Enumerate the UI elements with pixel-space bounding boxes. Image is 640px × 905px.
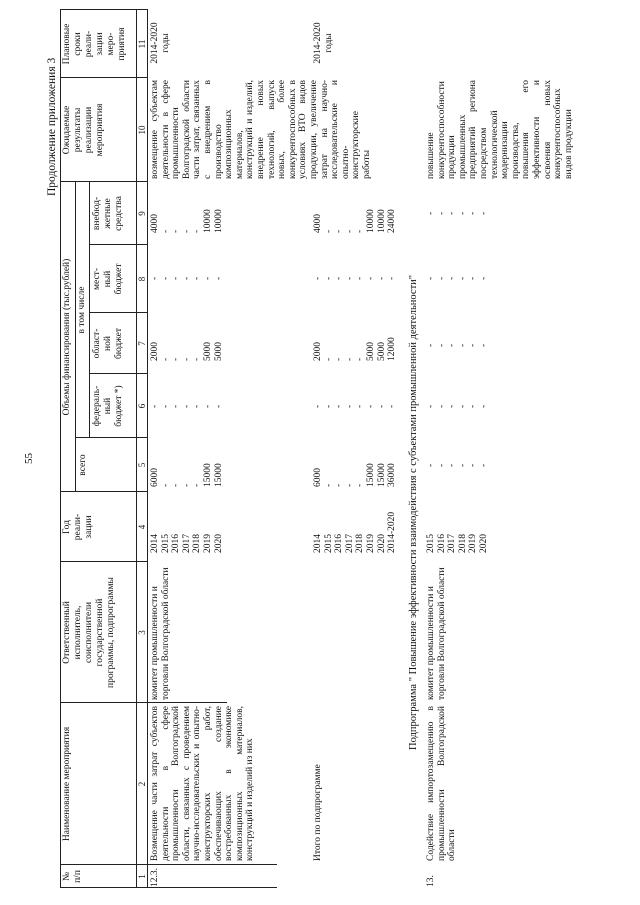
colnum-7: 7 [137, 341, 147, 346]
header-year: Год реали- зации [62, 513, 94, 541]
header-regional: област- ной бюджет [92, 327, 124, 360]
row-12-3-deadline: 2014-2020 годы [150, 22, 171, 64]
subtotal-total: 6000 - - - - 15000 15000 36000 [313, 463, 398, 487]
page-number: 55 [23, 453, 35, 464]
body-divider-2 [147, 864, 277, 865]
header-financing: Объемы финансирования (тыс.рублей) [62, 258, 72, 416]
colnum-5: 5 [137, 462, 147, 468]
colnum-1: 1 [137, 874, 147, 879]
incl-divider [89, 182, 90, 438]
header-responsible: Ответственный исполнитель, соисполнители государственной программы, подпрограммы [62, 577, 116, 688]
colnum-6: 6 [137, 403, 147, 409]
header-no: № п/п [62, 870, 83, 883]
subtotal-years: 2014 2015 2016 2017 2018 2019 2020 2014-2020 [313, 511, 398, 553]
subtotal-regional: 2000 - - - - 5000 5000 12000 [313, 337, 398, 361]
body-divider-1 [147, 887, 277, 888]
row-12-3-total: 6000 - - - - 15000 15000 [150, 463, 224, 487]
colnum-3: 3 [137, 630, 147, 635]
row-12-3-regional: 2000 - - - - 5000 5000 [150, 342, 224, 361]
row-12-3-number: 12.3. [150, 868, 160, 887]
continuation-note: Продолжение приложения 3 [46, 57, 58, 196]
row-12-3-name: Возмещение части затрат субъектов деятельности в сфере промышленности Волгоградской области, связанных с проведением научно-исследовательских и опытно-конструкторских работ, обеспечивающих создание востребованных в экономике композиционных материалов, конструкций и изделий из них [150, 706, 256, 861]
row-13-offbudget: - - - - - - [426, 211, 489, 215]
row-13-local: - - - - - - [426, 276, 489, 280]
row-12-3-responsible: комитет промышленности и торговли Волгоградской области [150, 567, 171, 700]
row-12-3-years: 2014 2015 2016 2017 2018 2019 2020 [150, 534, 224, 553]
subprogram-title: Подпрограмма " Повышение эффективности взаимодействия с субъектами промышленной деятельности" [408, 274, 419, 750]
row-13-number: 13. [426, 875, 436, 887]
colnum-2: 2 [137, 781, 147, 787]
header-name: Наименование мероприятия [62, 726, 72, 842]
subtotal-local: - - - - - - - - [313, 276, 398, 280]
row-12-3-offbudget: 4000 - - - - 10000 10000 [150, 209, 224, 233]
subtotal-label: Итого по подпрограмме [313, 764, 323, 861]
subtotal-federal: - - - - - - - - [313, 404, 398, 408]
row-12-3-expected: возмещение субъектам деятельности в сфере промышленности Волгоградской области части затрат, связанных с внедрением в производство композиционных материалов, конструкций и изделий, внедрение новых технологий, выпуск новых, более конкурентоспособных в условиях ВТО видов продукции, увеличение затрат на научно-исследовательские и опытно-конструкторские работы [150, 80, 372, 179]
header-deadline: Плановые сроки реали- зации меро- приятия [62, 23, 127, 65]
row-13-federal: - - - - - - [426, 404, 489, 408]
header-incl: в том числе [77, 286, 87, 334]
financing-divider [75, 182, 76, 492]
colnum-4: 4 [137, 524, 147, 530]
header-offbudget: внебюд- жетные средства [92, 196, 124, 231]
colnum-11: 11 [137, 39, 147, 49]
colnum-bottom-border [147, 9, 148, 888]
header-local: мест- ный бюджет [92, 263, 124, 295]
colnum-10: 10 [137, 125, 147, 135]
header-federal: федераль- ный бюджет *) [92, 385, 124, 427]
row-13-regional: - - - - - - [426, 343, 489, 347]
colnum-9: 9 [137, 211, 147, 216]
table-top-border [60, 9, 61, 888]
body-divider-3 [147, 702, 227, 703]
subtotal-offbudget: 4000 - - - - 10000 10000 24000 [313, 209, 398, 233]
row-12-3-local: - - - - - - - [150, 276, 224, 280]
colnum-8: 8 [137, 276, 147, 282]
row-13-total: - - - - - - [426, 463, 489, 467]
header-total: всего [78, 454, 88, 476]
header-expected: Ожидаемые результаты реализации мероприятия [62, 103, 105, 157]
subtotal-deadline: 2014-2020 годы [313, 22, 334, 64]
row-13-years: 2015 2016 2017 2018 2019 2020 [426, 534, 489, 553]
row-13-expected: повышение конкурентоспособности продукции промышленных предприятий региона посредством технологической модернизации производства, повышения его эффективности и освоения новых конкурентоспособных видов продукции [426, 80, 574, 179]
row-13-name: Содействие импортозамещению в промышленности Волгоградской области [426, 706, 458, 861]
row-13-responsible: комитет промышленности и торговли Волгоградской области [426, 567, 447, 700]
row-12-3-federal: - - - - - - - [150, 404, 224, 408]
